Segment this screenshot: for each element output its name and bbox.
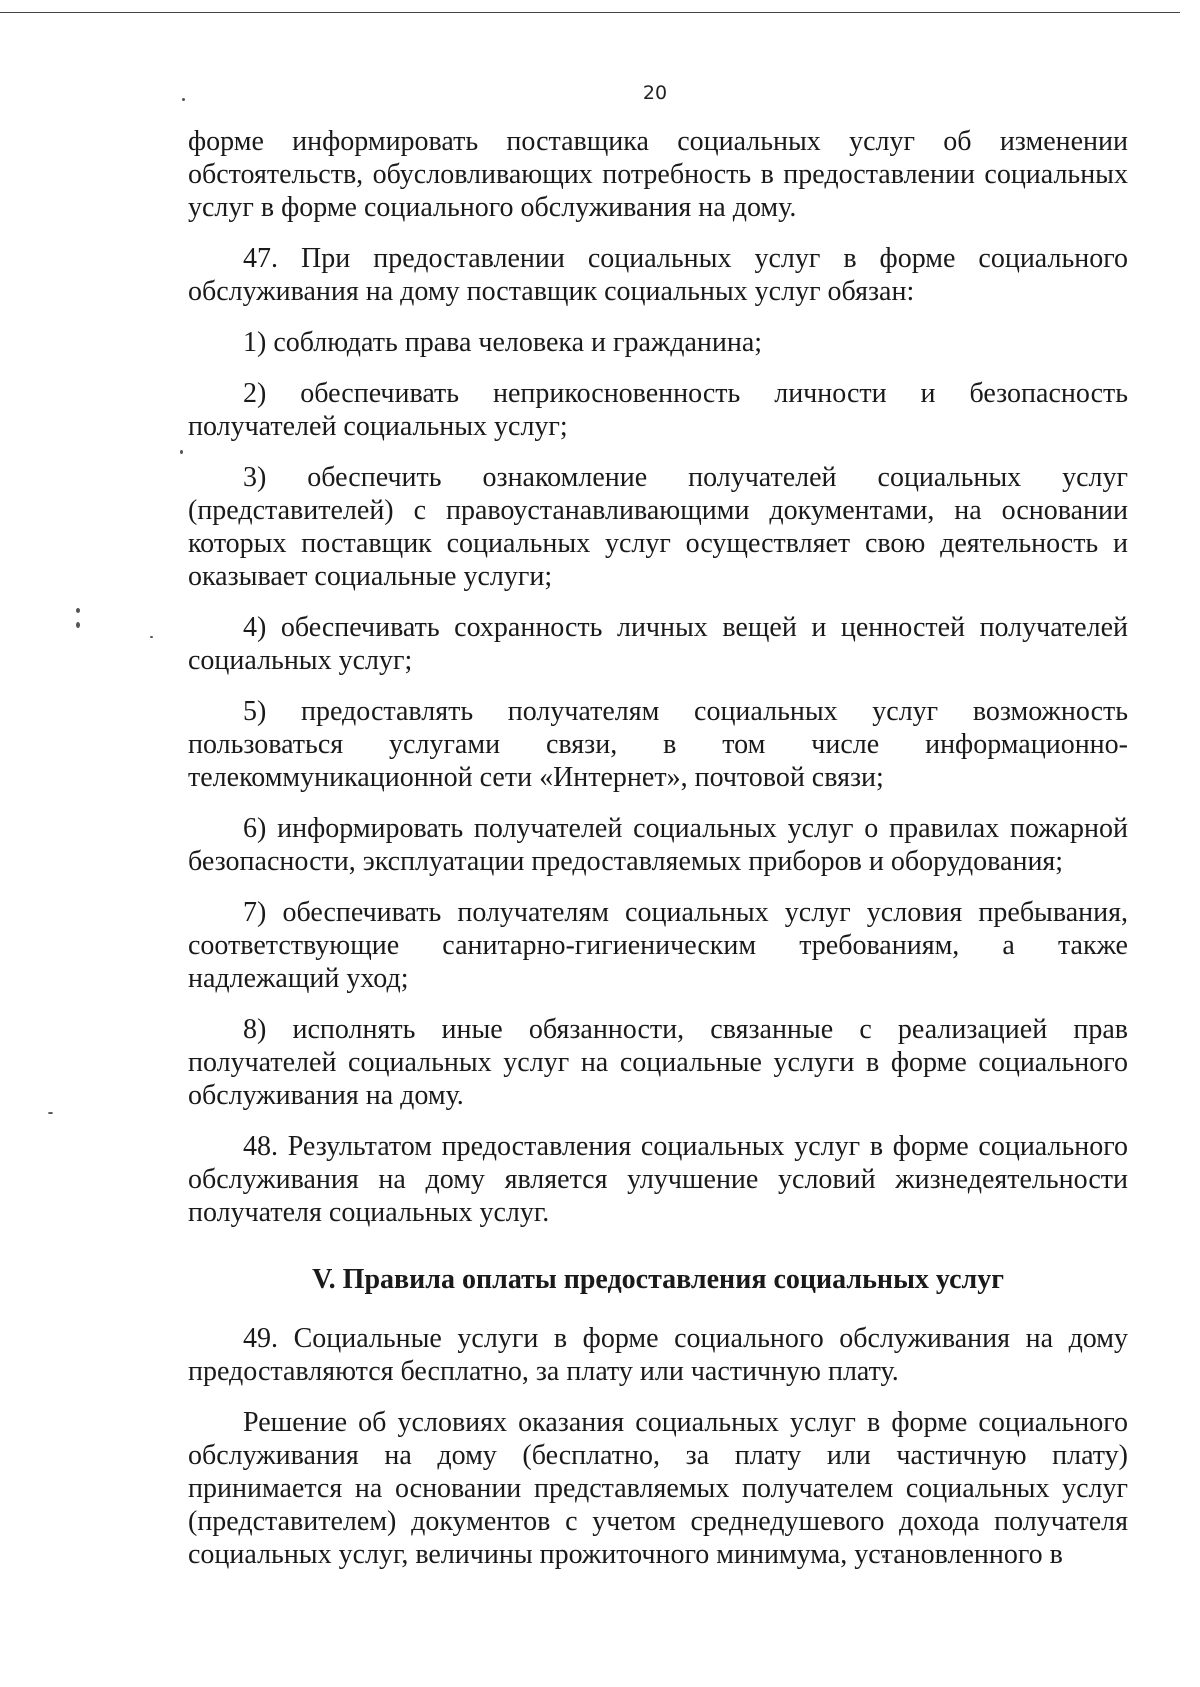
list-item: 8) исполнять иные обязанности, связанные с реализацией прав получателей социальных услуг на социальные услуги в форме социального обслуживания на дому. <box>188 1014 1128 1111</box>
page-number: 20 <box>642 82 668 104</box>
paragraph: форме информировать поставщика социальных услуг об изменении обстоятельств, обусловливающих потребность в предоставлении социальных услуг в форме социального обслуживания на дому. <box>188 126 1128 223</box>
list-item: 6) информировать получателей социальных услуг о правилах пожарной безопасности, эксплуатации предоставляемых приборов и оборудования; <box>188 813 1128 877</box>
scan-top-rule <box>0 12 1180 13</box>
paragraph: 47. При предоставлении социальных услуг в форме социального обслуживания на дому поставщик социальных услуг обязан: <box>188 243 1128 307</box>
scan-speck <box>76 608 80 613</box>
list-item: 2) обеспечивать неприкосновенность личности и безопасность получателей социальных услуг; <box>188 378 1128 442</box>
scan-speck <box>76 622 80 628</box>
document-body <box>188 125 1128 1589</box>
paragraph: 49. Социальные услуги в форме социального обслуживания на дому предоставляются бесплатно, за плату или частичную плату. <box>188 1323 1128 1387</box>
list-item: 5) предоставлять получателям социальных услуг возможность пользоваться услугами связи, в том числе информационно-телекоммуникационной сети «Интернет», почтовой связи; <box>188 696 1128 793</box>
scan-speck <box>180 450 183 454</box>
paragraph: 48. Результатом предоставления социальных услуг в форме социального обслуживания на дому является улучшение условий жизнедеятельности получателя социальных услуг. <box>188 1131 1128 1228</box>
section-heading: V. Правила оплаты предоставления социальных услуг <box>312 1264 1004 1295</box>
list-item: 1) соблюдать права человека и гражданина; <box>243 327 763 358</box>
paragraph: Решение об условиях оказания социальных услуг в форме социального обслуживания на дому (бесплатно, за плату или частичную плату) принимается на основании представляемых получателем социальных услуг (представителем) документов с учетом среднедушевого дохода получателя социальных услуг, величины прожиточного минимума, установленного в <box>188 1407 1128 1570</box>
list-item: 3) обеспечить ознакомление получателей социальных услуг (представителей) с правоустанавливающими документами, на основании которых поставщик социальных услуг осуществляет свою деятельность и оказывает социальные услуги; <box>188 462 1128 592</box>
scan-speck <box>48 1112 53 1114</box>
list-item: 4) обеспечивать сохранность личных вещей и ценностей получателей социальных услуг; <box>188 612 1128 676</box>
list-item: 7) обеспечивать получателям социальных услуг условия пребывания, соответствующие санитарно-гигиеническим требованиям, а также надлежащий уход; <box>188 897 1128 994</box>
scan-speck <box>150 636 153 638</box>
scan-speck <box>182 98 185 101</box>
